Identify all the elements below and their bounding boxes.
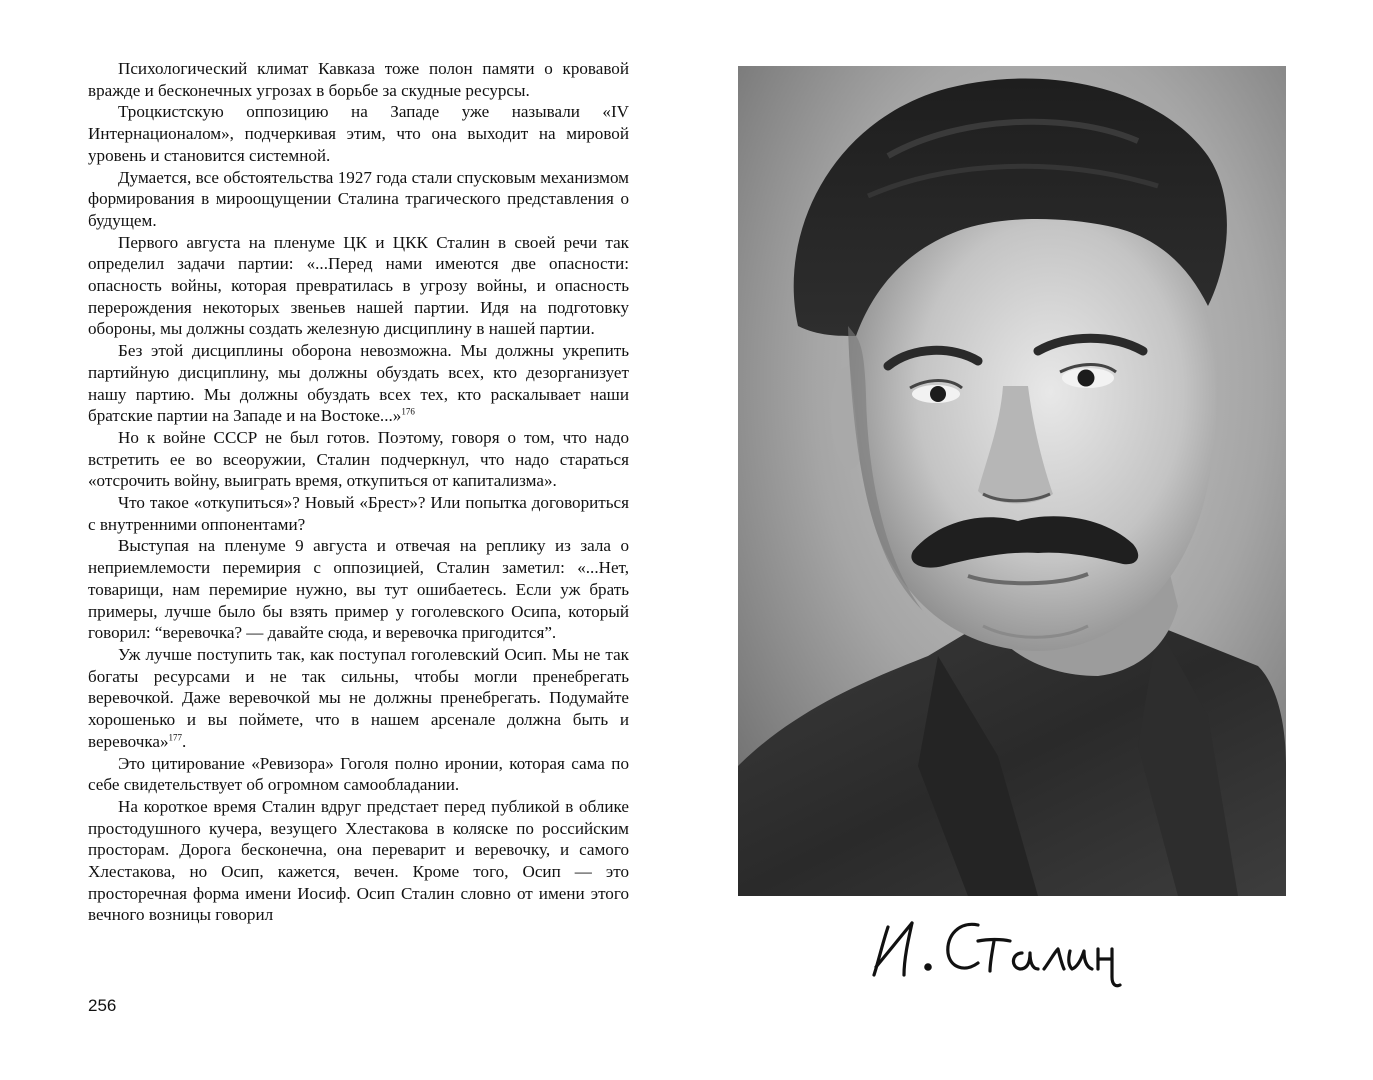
- paragraph: Это цитирование «Ревизора» Гоголя полно иронии, которая сама по себе свидетельствует об огромном самообладании.: [88, 753, 629, 795]
- signature: [860, 905, 1130, 995]
- left-page-text: [88, 58, 629, 926]
- paragraph: На короткое время Сталин вдруг предстает перед публикой в облике простодушного кучера, везущего Хлестакова в коляске по российским просторам. Дорога бесконечна, она переварит и веревочку, и самого Хлестакова, но Осип, кажется, вечен. Кроме того, Осип — это просторечная форма имени Иосиф. Осип Сталин словно от имени этого вечного возницы говорил: [88, 796, 629, 925]
- page-number: 256: [88, 996, 117, 1015]
- paragraph: Думается, все обстоятельства 1927 года стали спусковым механизмом формирования в мироощущении Сталина трагического представления о будущем.: [88, 167, 629, 230]
- footnote-marker: 177: [168, 732, 183, 743]
- paragraph: Но к войне СССР не был готов. Поэтому, говоря о том, что надо встретить ее во всеоружии, Сталин подчеркнул, что надо стараться «отсрочить войну, выиграть время, откупиться от капитализма».: [88, 427, 629, 491]
- footnote-marker: 176: [401, 406, 415, 417]
- paragraph: Что такое «откупиться»? Новый «Брест»? Или попытка договориться с внутренними оппонентами?: [88, 493, 629, 534]
- paragraph: Первого августа на пленуме ЦК и ЦКК Сталин в своей речи так определил задачи партии: «...Перед нами имеются две опасности: опасность войны, которая превратилась в угрозу войны, и опасность перерождения некоторых звеньев нашей партии. Идя на подготовку обороны, мы должны создать железную дисциплину в нашей партии.: [88, 232, 629, 339]
- right-page-portrait: [738, 66, 1286, 896]
- paragraph: Выступая на пленуме 9 августа и отвечая на реплику из зала о неприемлемости перемирия с оппозицией, Сталин заметил: «...Нет, товарищи, нам перемирие нужно, вы тут ошибаетесь. Если уж брать примеры, лучше было бы взять пример у гоголевского Осипа, который говорил: “веревочка? — давайте сюда, и веревочка пригодится”.: [88, 536, 629, 643]
- paragraph: Троцкистскую оппозицию на Западе уже называли «IV Интернационалом», подчеркивая этим, что она выходит на мировой уровень и становится системной.: [88, 102, 629, 165]
- signature-drawing: [860, 905, 1130, 995]
- paragraph: Психологический климат Кавказа тоже полон памяти о кровавой вражде и бесконечных угрозах в борьбе за скудные ресурсы.: [88, 59, 629, 100]
- paragraph: Без этой дисциплины оборона невозможна. Мы должны укрепить партийную дисциплину, мы должны обуздать всех, кто дезорганизует нашу партию. Мы должны обуздать всех тех, кто раскалывает наши братские партии на Западе и на Востоке...»$^{176}$: [88, 341, 629, 426]
- paragraph: Уж лучше поступить так, как поступал гоголевский Осип. Мы не так богаты ресурсами и не так сильны, чтобы могли пренебрегать веревочкой. Даже веревочкой мы не должны пренебрегать. Подумайте хорошенько и вы поймете, что в нашем арсенале должна быть и веревочка»$^{177}$.: [88, 644, 629, 751]
- portrait-photo: [738, 66, 1286, 896]
